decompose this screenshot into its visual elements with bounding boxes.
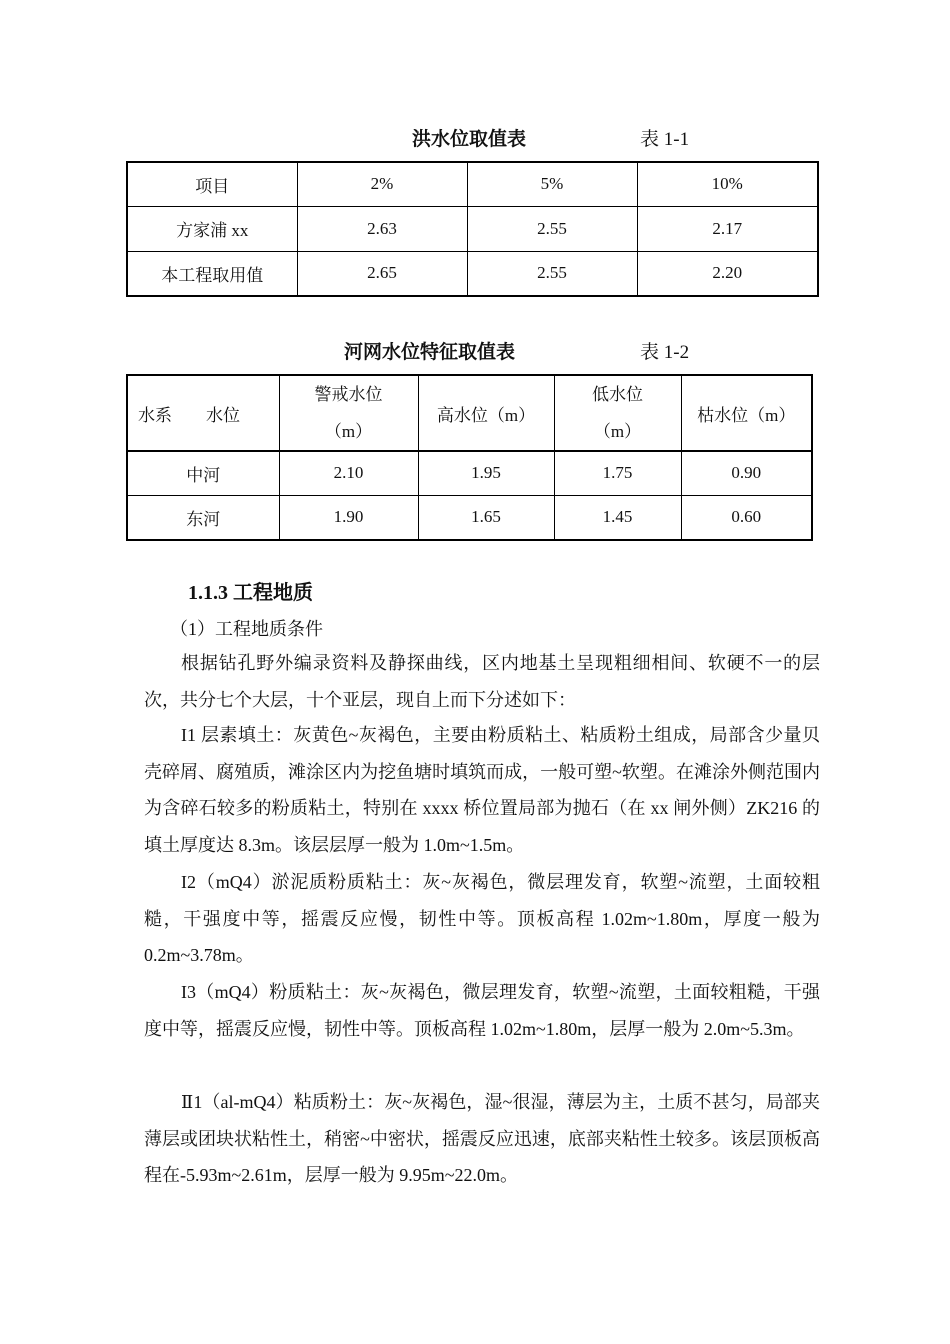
paragraph: I3（mQ4）粉质粘土：灰~灰褐色，微层理发育，软塑~流塑，土面较粗糙，干强度中等，摇震反应慢，韧性中等。顶板高程 1.02m~1.80m，层厚一般为 2.0m~5.3m。 <box>144 982 820 1039</box>
table-cell: 0.60 <box>681 495 812 540</box>
section-number: 1.1.3 <box>188 582 228 604</box>
paragraph: 根据钻孔野外编录资料及静探曲线，区内地基土呈现粗细相间、软硬不一的层次，共分七个大层，十个亚层，现自上而下分述如下： <box>144 653 820 710</box>
paragraph: I1 层素填土：灰黄色~灰褐色，主要由粉质粘土、粘质粉土组成，局部含少量贝壳碎屑、腐殖质，滩涂区内为挖鱼塘时填筑而成，一般可塑~软塑。在滩涂外侧范围内为含碎石较多的粉质粘土，特别在 xxxx 桥位置局部为抛石（在 xx 闸外侧）ZK216 的填土厚度达 8.3m。该层层厚一般为 1.0m~1.5m。 <box>144 725 820 855</box>
table-cell: 2.17 <box>637 206 818 251</box>
table-cell: 本工程取用值 <box>127 251 297 296</box>
paragraph: Ⅱ1（al-mQ4）粘质粉土：灰~灰褐色，湿~很湿，薄层为主，土质不甚匀，局部夹薄层或团块状粘性土，稍密~中密状，摇震反应迅速，底部夹粘性土较多。该层顶板高程在-5.93m~2.61m，层厚一般为 9.95m~22.0m。 <box>144 1092 820 1185</box>
table-cell: 2.55 <box>467 206 637 251</box>
table1-title: 洪水位取值表 <box>412 128 527 150</box>
table-cell: 2.63 <box>297 206 467 251</box>
table-header-row <box>127 375 812 451</box>
table-cell: 2.10 <box>279 451 418 495</box>
table2-title: 河网水位特征取值表 <box>344 341 516 363</box>
table-cell: 中河 <box>127 451 279 495</box>
table-cell: 东河 <box>127 495 279 540</box>
table2-number: 表 1-2 <box>640 342 690 363</box>
header-cell: 2% <box>297 162 467 206</box>
header-cell-low-level <box>554 375 681 451</box>
table1-number: 表 1-1 <box>640 129 690 150</box>
table-cell: 0.90 <box>681 451 812 495</box>
subsection-title: （1）工程地质条件 <box>170 619 323 639</box>
section-title: 工程地质 <box>233 580 313 604</box>
section-heading <box>188 576 313 605</box>
table-header-row <box>127 162 818 206</box>
table-cell: 1.45 <box>554 495 681 540</box>
table1-caption <box>0 122 950 152</box>
header-cell-dry-level: 枯水位（m） <box>681 375 812 451</box>
header-unit: （m） <box>593 422 642 441</box>
table-cell: 1.75 <box>554 451 681 495</box>
table-cell: 1.95 <box>418 451 554 495</box>
header-cell: 5% <box>467 162 637 206</box>
table-cell: 1.90 <box>279 495 418 540</box>
table-cell: 2.55 <box>467 251 637 296</box>
flood-level-table <box>126 161 819 297</box>
header-cell-high-level: 高水位（m） <box>418 375 554 451</box>
table-cell: 2.20 <box>637 251 818 296</box>
header-unit: （m） <box>324 422 373 441</box>
table-cell: 2.65 <box>297 251 467 296</box>
table-row <box>127 206 818 251</box>
table-row <box>127 251 818 296</box>
header-text: 水系 水位 <box>138 405 240 425</box>
header-text: 警戒水位 <box>314 385 383 404</box>
paragraph: I2（mQ4）淤泥质粉质粘土：灰~灰褐色，微层理发育，软塑~流塑，土面较粗糙，干强度中等，摇震反应慢，韧性中等。顶板高程 1.02m~1.80m，厚度一般为 0.2m~3.78m。 <box>144 872 820 965</box>
header-text: 低水位 <box>592 385 643 404</box>
table-row <box>127 495 812 540</box>
river-water-level-table <box>126 374 813 541</box>
table2-caption <box>0 335 950 365</box>
header-cell: 10% <box>637 162 818 206</box>
header-cell-warning-level <box>279 375 418 451</box>
table-cell: 方家浦 xx <box>127 206 297 251</box>
table-row <box>127 451 812 495</box>
table-cell: 1.65 <box>418 495 554 540</box>
header-cell-system-level <box>127 375 279 451</box>
header-cell: 项目 <box>127 162 297 206</box>
